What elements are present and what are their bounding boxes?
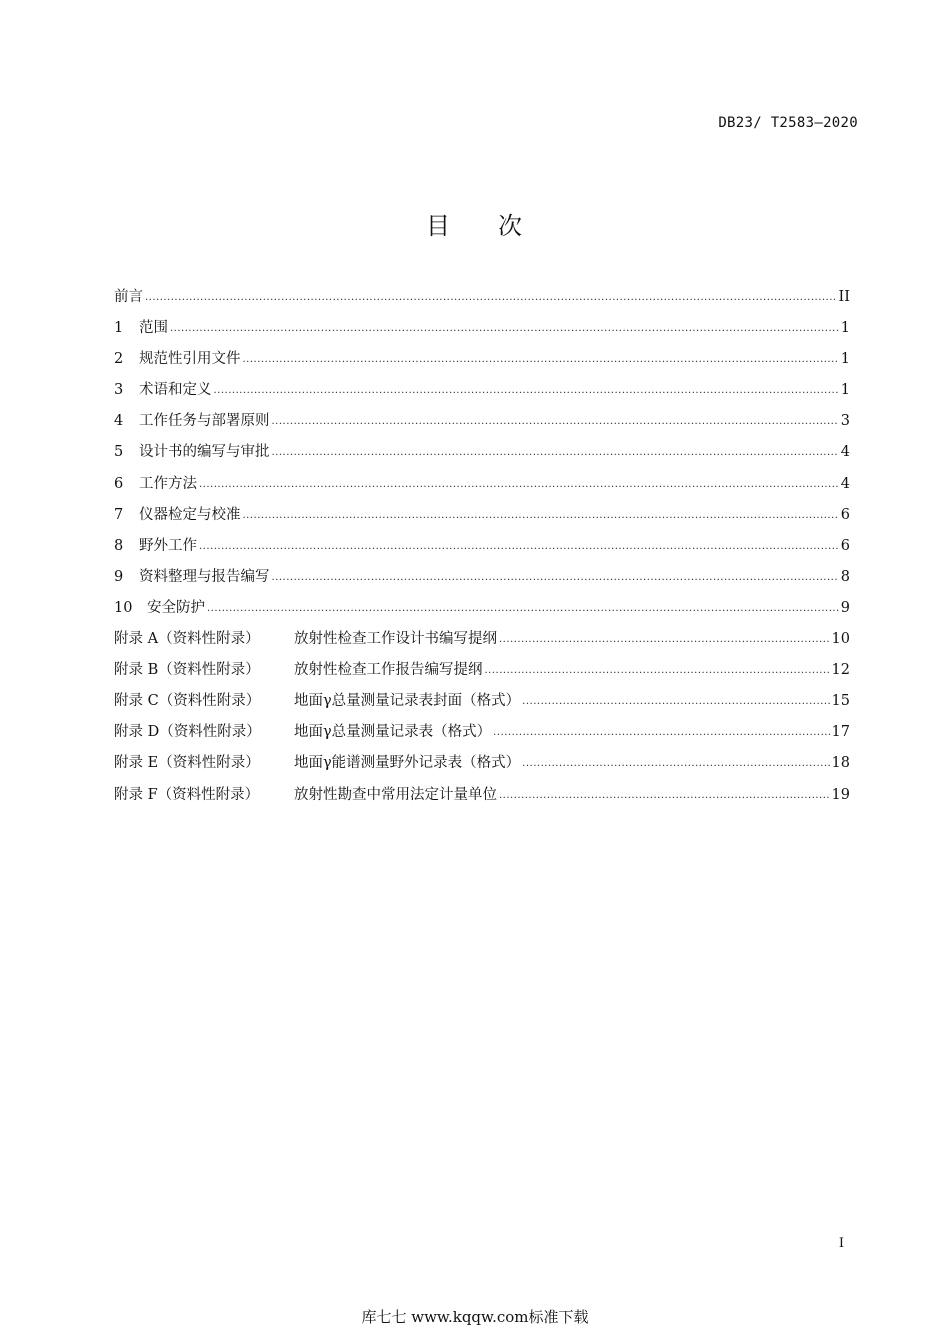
toc-entry-label: 地面γ总量测量记录表封面（格式）	[294, 693, 521, 710]
toc-leader-dots	[272, 573, 839, 583]
toc-entry-label: 设计书的编写与审批	[139, 444, 270, 461]
toc-leader-dots	[499, 635, 830, 645]
toc-title	[0, 206, 950, 241]
toc-entry-page: 1	[840, 382, 850, 399]
toc-leader-dots	[207, 604, 839, 614]
toc-entry-page: 17	[831, 724, 850, 741]
footer-watermark-text: 库七七 www.kqqw.com标准下载	[361, 1308, 589, 1326]
toc-appendix-tag: 附录 C（资料性附录）	[114, 693, 261, 710]
toc-entry-page: II	[838, 289, 850, 305]
toc-leader-dots	[485, 666, 830, 676]
toc-entry-7[interactable]	[114, 502, 850, 533]
toc-appendix-tag: 附录 F（资料性附录）	[114, 786, 260, 803]
page-number: I	[838, 1236, 844, 1251]
toc-entry-label: 地面γ总量测量记录表（格式）	[294, 724, 492, 741]
toc-leader-dots	[170, 324, 839, 334]
toc-entry-page: 15	[831, 693, 850, 710]
toc-entry-page: 19	[831, 786, 850, 803]
toc-entry-number: 9	[114, 568, 124, 585]
toc-entry-number: 3	[114, 382, 124, 399]
toc-entry-number: 7	[114, 506, 124, 523]
toc-entry-page: 1	[840, 320, 850, 337]
toc-entry-appendix-e[interactable]	[114, 750, 850, 781]
toc-entry-appendix-c[interactable]	[114, 688, 850, 719]
toc-entry-2[interactable]	[114, 346, 850, 377]
toc-leader-dots	[199, 480, 839, 490]
toc-entry-label: 术语和定义	[139, 382, 212, 399]
toc-entry-page: 1	[840, 351, 850, 368]
toc-entry-number: 5	[114, 444, 124, 461]
toc-entry-label: 野外工作	[139, 537, 197, 554]
toc-entry-label: 安全防护	[147, 599, 205, 616]
toc-appendix-tag: 附录 A（资料性附录）	[114, 631, 260, 648]
toc-appendix-tag: 附录 D（资料性附录）	[114, 724, 261, 741]
toc-entry-label: 前言	[114, 289, 143, 305]
toc-entry-label: 放射性检查工作设计书编写提纲	[294, 631, 497, 648]
toc-leader-dots	[499, 791, 830, 801]
toc-entry-page: 6	[840, 537, 850, 554]
toc-entry-appendix-f[interactable]	[114, 782, 850, 813]
toc-entry-label: 范围	[139, 320, 168, 337]
toc-entry-number: 8	[114, 537, 124, 554]
toc-entry-1[interactable]	[114, 315, 850, 346]
toc-entry-page: 4	[840, 444, 850, 461]
toc-title-part1: 目	[426, 212, 452, 240]
toc-entry-label: 工作方法	[139, 475, 197, 492]
toc-appendix-tag: 附录 E（资料性附录）	[114, 755, 260, 772]
toc-appendix-tag: 附录 B（资料性附录）	[114, 662, 260, 679]
toc-entry-10[interactable]	[114, 595, 850, 626]
toc-entry-label: 放射性勘查中常用法定计量单位	[294, 786, 497, 803]
toc-entry-appendix-d[interactable]	[114, 719, 850, 750]
toc-entry-number: 2	[114, 351, 124, 368]
toc-entry-page: 10	[831, 631, 850, 648]
toc-leader-dots	[243, 511, 839, 521]
toc-entry-label: 地面γ能谱测量野外记录表（格式）	[294, 755, 521, 772]
toc-entry-5[interactable]	[114, 439, 850, 470]
toc-entry-label: 资料整理与报告编写	[139, 568, 270, 585]
toc-entry-label: 规范性引用文件	[139, 351, 241, 368]
toc-entry-appendix-b[interactable]	[114, 657, 850, 688]
toc-entry-number: 4	[114, 413, 124, 430]
toc-entry-label: 工作任务与部署原则	[139, 413, 270, 430]
toc-entry-page: 9	[840, 599, 850, 616]
document-id: DB23/ T2583—2020	[718, 115, 858, 131]
toc-entry-9[interactable]	[114, 564, 850, 595]
toc-entry-page: 3	[840, 413, 850, 430]
toc-entry-number: 6	[114, 475, 124, 492]
toc-entry-page: 4	[840, 475, 850, 492]
toc-leader-dots	[522, 697, 829, 707]
toc-entry-page: 8	[840, 568, 850, 585]
toc-leader-dots	[493, 728, 829, 738]
toc-title-part2: 次	[498, 212, 524, 240]
toc-leader-dots	[199, 542, 839, 552]
toc-leader-dots	[145, 293, 837, 303]
toc-entry-label: 仪器检定与校准	[139, 506, 241, 523]
toc-entry-foreword[interactable]	[114, 284, 850, 315]
toc-entry-4[interactable]	[114, 408, 850, 439]
toc-entry-number: 10	[114, 599, 133, 616]
toc-entry-6[interactable]	[114, 471, 850, 502]
toc-leader-dots	[272, 448, 839, 458]
toc-leader-dots	[214, 386, 839, 396]
toc-entry-3[interactable]	[114, 377, 850, 408]
toc-leader-dots	[243, 355, 839, 365]
toc-entry-number: 1	[114, 320, 124, 337]
toc-leader-dots	[522, 759, 829, 769]
toc-entry-label: 放射性检查工作报告编写提纲	[294, 662, 483, 679]
toc-entry-page: 12	[831, 662, 850, 679]
toc-leader-dots	[272, 417, 839, 427]
toc-list	[114, 284, 850, 813]
toc-entry-8[interactable]	[114, 533, 850, 564]
toc-entry-appendix-a[interactable]	[114, 626, 850, 657]
toc-entry-page: 6	[840, 506, 850, 523]
toc-entry-page: 18	[831, 755, 850, 772]
